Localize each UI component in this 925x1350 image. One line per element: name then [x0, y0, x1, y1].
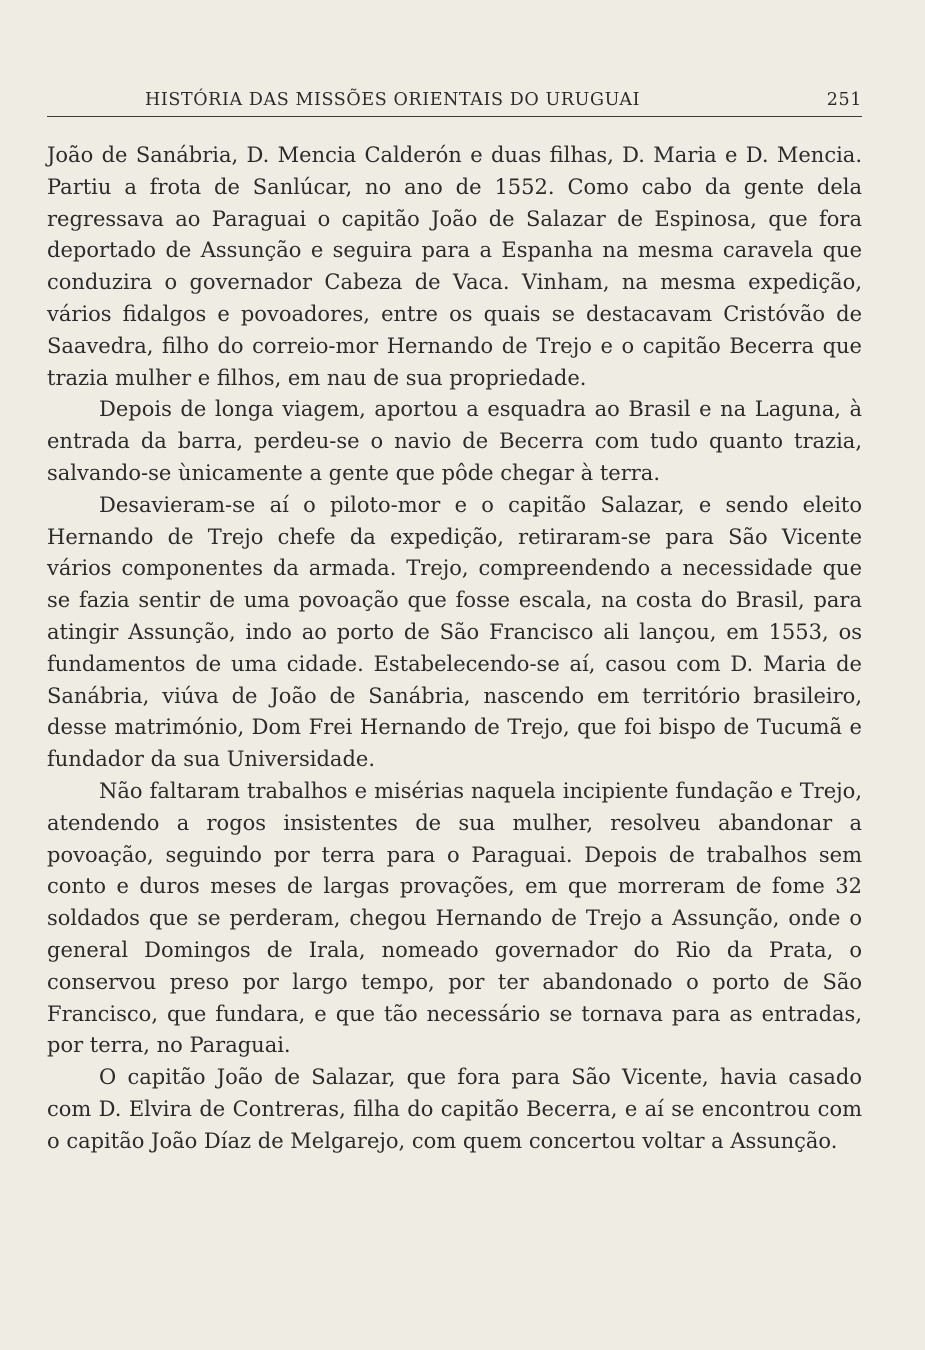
- page-number: 251: [826, 90, 862, 110]
- paragraph-2: Depois de longa viagem, aportou a esquadra ao Brasil e na Laguna, à entrada da barra, perdeu-se o navio de Becerra com tudo quanto trazia, salvando-se ùnicamente a gente que pôde chegar à terra.: [47, 397, 862, 485]
- paragraph-5: O capitão João de Salazar, que fora para São Vicente, havia casado com D. Elvira de Contreras, filha do capitão Becerra, e aí se encontrou com o capitão João Díaz de Melgarejo, com quem concertou voltar a Assunção.: [47, 1065, 862, 1153]
- running-title: HISTÓRIA DAS MISSÕES ORIENTAIS DO URUGUAI: [145, 90, 641, 110]
- paragraph-4: Não faltaram trabalhos e misérias naquela incipiente fundação e Trejo, atendendo a rogos insistentes de sua mulher, resolveu abandonar a povoação, seguindo por terra para o Paraguai. Depois de trabalhos sem conto e duros meses de largas provações, em que morreram de fome 32 soldados que se perderam, chegou Hernando de Trejo a Assunção, onde o general Domingos de Irala, nomeado governador do Rio da Prata, o conservou preso por largo tempo, por ter abandonado o porto de São Francisco, que fundara, e que tão necessário se tornava para as entradas, por terra, no Paraguai.: [47, 778, 862, 1058]
- paragraph-3: Desavieram-se aí o piloto-mor e o capitão Salazar, e sendo eleito Hernando de Trejo chefe da expedição, retiraram-se para São Vicente vários componentes da armada. Trejo, compreendendo a necessidade que se fazia sentir de uma povoação que fosse escala, na costa do Brasil, para atingir Assunção, indo ao porto de São Francisco ali lançou, em 1553, os fundamentos de uma cidade. Estabelecendo-se aí, casou com D. Maria de Sanábria, viúva de João de Sanábria, nascendo em território brasileiro, desse matrimónio, Dom Frei Hernando de Trejo, que foi bispo de Tucumã e fundador da sua Universidade.: [47, 492, 862, 772]
- running-header: [47, 90, 862, 117]
- paragraph-1: João de Sanábria, D. Mencia Calderón e duas filhas, D. Maria e D. Mencia. Partiu a frota de Sanlúcar, no ano de 1552. Como cabo da gente dela regressava ao Paraguai o capitão João de Salazar de Espinosa, que fora deportado de Assunção e seguira para a Espanha na mesma caravela que conduzira o governador Cabeza de Vaca. Vinham, na mesma expedição, vários fidalgos e povoadores, entre os quais se destacavam Cristóvão de Saavedra, filho do correio-mor Hernando de Trejo e o capitão Becerra que trazia mulher e filhos, em nau de sua propriedade.: [47, 143, 862, 390]
- body-text: [47, 140, 862, 1158]
